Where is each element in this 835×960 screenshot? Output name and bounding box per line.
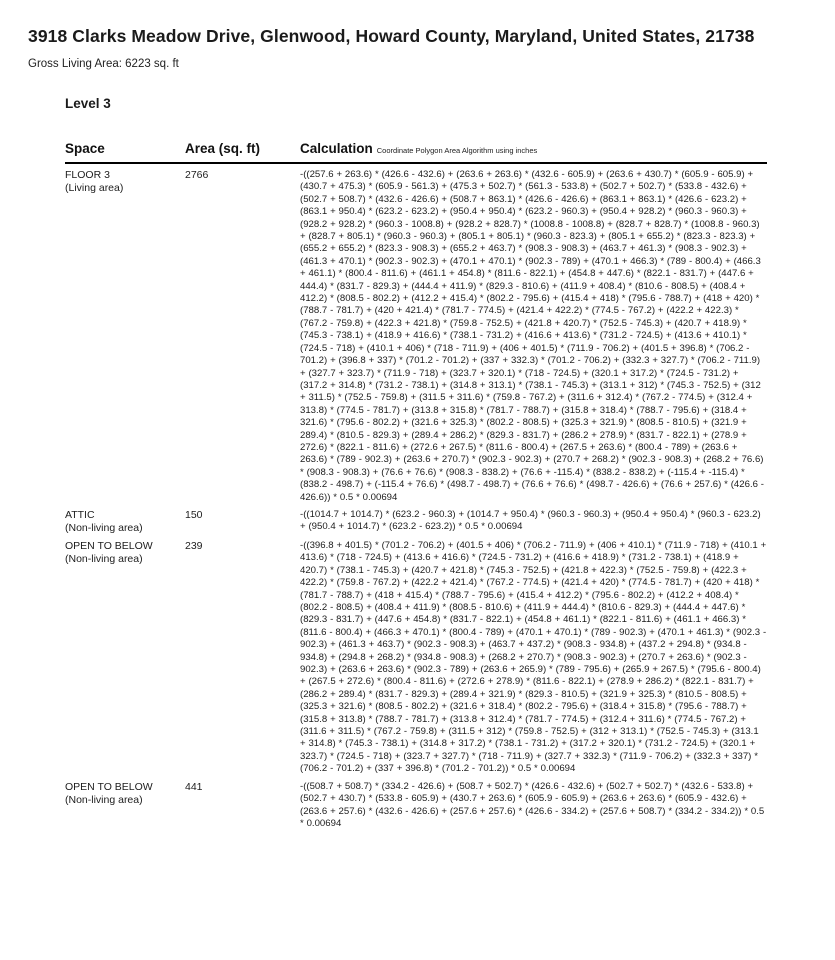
space-name: ATTIC	[65, 508, 95, 521]
page-title: 3918 Clarks Meadow Drive, Glenwood, Howard County, Maryland, United States, 21738	[28, 26, 755, 46]
table-row	[65, 776, 767, 831]
table-header	[65, 141, 767, 164]
area-value: 150	[185, 508, 203, 521]
column-header-calculation	[300, 141, 767, 156]
calculation-header-label: Calculation	[300, 141, 373, 156]
area-value: 239	[185, 539, 203, 552]
space-type: (Non-living area)	[65, 793, 143, 806]
area-value: 2766	[185, 169, 209, 181]
calculation-algorithm-note: Coordinate Polygon Area Algorithm using inches	[376, 146, 538, 155]
space-cell	[65, 509, 185, 535]
level-section	[65, 96, 767, 830]
space-cell	[65, 781, 185, 807]
column-header-space: Space	[65, 141, 105, 156]
calculation-text: -((396.8 + 401.5) * (701.2 - 706.2) + (401.5 + 406) * (706.2 - 711.9) + (406 + 410.1) * (711.9 - 718) + (410.1 + 413.6) * (718 - 724.5) + (413.6 + 416.6) * (724.5 - 731.2) + (416.6 + 418.9) * (731.2 - 738.1) + (418.9 + 420.7) * (738.1 - 745.3) + (420.7 + 421.8) * (745.3 - 752.5) + (421.8 + 422.3) * (752.5 - 759.8) + (422.3 + 422.2) * (759.8 - 767.2) + (422.2 + 421.4) * (767.2 - 774.5) + (421.4 + 420) * (774.5 - 781.7) + (420 + 418) * (781.7 - 788.7) + (418 + 415.4) * (788.7 - 795.6) + (415.4 + 412.2) * (795.6 - 802.2) + (412.2 + 408.4) * (802.2 - 808.5) + (408.4 + 411.9) * (808.5 - 810.6) + (411.9 + 444.4) * (810.6 - 829.3) + (444.4 + 447.6) * (829.3 - 831.7) + (447.6 + 454.8) * (831.7 - 822.1) + (454.8 + 461.1) * (822.1 - 811.6) + (461.1 + 466.3) * (811.6 - 800.4) + (466.3 + 470.1) * (800.4 - 789) + (470.1 + 470.1) * (789 - 902.3) + (470.1 + 461.3) * (902.3 - 902.3) + (461.3 + 463.7) * (902.3 - 908.3) + (463.7 + 437.2) * (908.3 - 934.8) + (437.2 + 294.8) * (934.8 - 934.8) + (294.8 + 268.2) * (934.8 - 908.3) + (268.2 + 270.7) * (908.3 - 902.3) + (270.7 + 263.6) * (902.3 - 902.3) + (263.6 + 263.6) * (902.3 - 789) + (263.6 + 265.9) * (789 - 795.6) + (265.9 + 267.5) * (795.6 - 800.4) + (267.5 + 272.6) * (800.4 - 811.6) + (272.6 + 278.9) * (811.6 - 822.1) + (278.9 + 286.2) * (822.1 - 831.7) + (286.2 + 289.4) * (831.7 - 829.3) + (289.4 + 321.9) * (829.3 - 810.5) + (321.9 + 325.3) * (810.5 - 808.5) + (325.3 + 321.6) * (808.5 - 802.2) + (321.6 + 318.4) * (802.2 - 795.6) + (318.4 + 315.8) * (795.6 - 788.7) + (315.8 + 313.8) * (788.7 - 781.7) + (313.8 + 312.4) * (781.7 - 774.5) + (312.4 + 311.6) * (774.5 - 767.2) + (311.6 + 311.5) * (767.2 - 759.8) + (311.5 + 312) * (759.8 - 752.5) + (312 + 313.1) * (752.5 - 745.3) + (313.1 + 314.8) * (745.3 - 738.1) + (314.8 + 317.2) * (738.1 - 731.2) + (317.2 + 320.1) * (731.2 - 724.5) + (320.1 + 323.7) * (724.5 - 718) + (323.7 + 327.7) * (718 - 711.9) + (327.7 + 332.3) * (711.9 - 706.2) + (332.3 + 337) * (706.2 - 701.2) + (337 + 396.8) * (701.2 - 701.2)) * 0.5 * 0.00694	[300, 539, 767, 775]
area-value: 441	[185, 780, 203, 793]
space-name: OPEN TO BELOW	[65, 539, 153, 552]
calculation-text: -((1014.7 + 1014.7) * (623.2 - 960.3) + (1014.7 + 950.4) * (960.3 - 960.3) + (950.4 + 950.4) * (960.3 - 623.2) + (950.4 + 1014.7) * (623.2 - 623.2)) * 0.5 * 0.00694	[300, 508, 761, 533]
space-type: (Non-living area)	[65, 552, 143, 565]
space-cell	[65, 169, 185, 195]
table-row	[65, 535, 767, 776]
table-row	[65, 504, 767, 535]
space-type: (Living area)	[65, 182, 124, 194]
space-name: OPEN TO BELOW	[65, 780, 153, 793]
calculation-text: -((257.6 + 263.6) * (426.6 - 432.6) + (263.6 + 263.6) * (432.6 - 605.9) + (263.6 + 430.7) * (605.9 - 605.9) + (430.7 + 475.3) * (605.9 - 561.3) + (475.3 + 502.7) * (561.3 - 533.8) + (502.7 + 502.7) * (533.8 - 432.6) + (502.7 + 508.7) * (432.6 - 426.6) + (508.7 + 863.1) * (426.6 - 426.6) + (863.1 + 863.1) * (426.6 - 623.2) + (863.1 + 950.4) * (623.2 - 623.2) + (950.4 + 950.4) * (623.2 - 960.3) + (950.4 + 928.2) * (960.3 - 960.3) + (928.2 + 928.2) * (960.3 - 1008.8) + (928.2 + 828.7) * (1008.8 - 1008.8) + (828.7 + 828.7) * (1008.8 - 960.3) + (828.7 + 805.1) * (960.3 - 960.3) + (805.1 + 805.1) * (960.3 - 823.3) + (805.1 + 655.2) * (823.3 - 823.3) + (655.2 + 655.2) * (823.3 - 908.3) + (655.2 + 463.7) * (908.3 - 908.3) + (463.7 + 461.3) * (908.3 - 902.3) + (461.3 + 470.1) * (902.3 - 902.3) + (470.1 + 470.1) * (902.3 - 789) + (470.1 + 466.3) * (789 - 800.4) + (466.3 + 461.1) * (800.4 - 811.6) + (461.1 + 454.8) * (811.6 - 822.1) + (454.8 + 447.6) * (822.1 - 831.7) + (447.6 + 444.4) * (831.7 - 829.3) + (444.4 + 411.9) * (829.3 - 810.6) + (411.9 + 408.4) * (810.6 - 808.5) + (408.4 + 412.2) * (808.5 - 802.2) + (412.2 + 415.4) * (802.2 - 795.6) + (415.4 + 418) * (795.6 - 788.7) + (418 + 420) * (788.7 - 781.7) + (420 + 421.4) * (781.7 - 774.5) + (421.4 + 422.2) * (774.5 - 767.2) + (422.2 + 422.3) * (767.2 - 759.8) + (422.3 + 421.8) * (759.8 - 752.5) + (421.8 + 420.7) * (752.5 - 745.3) + (420.7 + 418.9) * (745.3 - 738.1) + (418.9 + 416.6) * (738.1 - 731.2) + (416.6 + 413.6) * (731.2 - 724.5) + (413.6 + 410.1) * (724.5 - 718) + (410.1 + 406) * (718 - 711.9) + (406 + 401.5) * (711.9 - 706.2) + (401.5 + 396.8) * (706.2 - 701.2) + (396.8 + 337) * (701.2 - 701.2) + (337 + 332.3) * (701.2 - 706.2) + (332.3 + 327.7) * (706.2 - 711.9) + (327.7 + 323.7) * (711.9 - 718) + (323.7 + 320.1) * (718 - 724.5) + (320.1 + 317.2) * (724.5 - 731.2) + (317.2 + 314.8) * (731.2 - 738.1) + (314.8 + 313.1) * (738.1 - 745.3) + (313.1 + 312) * (745.3 - 752.5) + (312 + 311.5) * (752.5 - 759.8) + (311.5 + 311.6) * (759.8 - 767.2) + (311.6 + 312.4) * (767.2 - 774.5) + (312.4 + 313.8) * (774.5 - 781.7) + (313.8 + 315.8) * (781.7 - 788.7) + (315.8 + 318.4) * (788.7 - 795.6) + (318.4 + 321.6) * (795.6 - 802.2) + (321.6 + 325.3) * (802.2 - 808.5) + (325.3 + 321.9) * (808.5 - 810.5) + (321.9 + 289.4) * (810.5 - 829.3) + (289.4 + 286.2) * (829.3 - 831.7) + (286.2 + 278.9) * (831.7 - 822.1) + (278.9 + 272.6) * (822.1 - 811.6) + (272.6 + 267.5) * (811.6 - 800.4) + (267.5 + 263.6) * (800.4 - 789) + (263.6 + 263.6) * (789 - 902.3) + (263.6 + 270.7) * (902.3 - 902.3) + (270.7 + 268.2) * (902.3 - 908.3) + (268.2 + 76.6) * (908.3 - 908.3) + (76.6 + 76.6) * (908.3 - 838.2) + (76.6 + -115.4) * (838.2 - 838.2) + (-115.4 + -115.4) * (838.2 - 498.7) + (-115.4 + 76.6) * (498.7 - 498.7) + (76.6 + 76.6) * (498.7 - 426.6) + (76.6 + 257.6) * (426.6 - 426.6)) * 0.5 * 0.00694	[300, 169, 765, 503]
column-header-area: Area (sq. ft)	[185, 141, 261, 156]
space-cell	[65, 540, 185, 566]
gross-living-area: Gross Living Area: 6223 sq. ft	[28, 58, 179, 70]
table-row	[65, 164, 767, 504]
calculation-text: -((508.7 + 508.7) * (334.2 - 426.6) + (508.7 + 502.7) * (426.6 - 432.6) + (502.7 + 502.7) * (432.6 - 533.8) + (502.7 + 430.7) * (533.8 - 605.9) + (430.7 + 263.6) * (605.9 - 605.9) + (263.6 + 263.6) * (605.9 - 432.6) + (263.6 + 257.6) * (432.6 - 426.6) + (257.6 + 257.6) * (426.6 - 334.2) + (257.6 + 508.7) * (334.2 - 334.2)) * 0.5 * 0.00694	[300, 780, 765, 829]
space-name: FLOOR 3	[65, 169, 110, 181]
space-type: (Non-living area)	[65, 521, 143, 534]
level-label: Level 3	[65, 96, 111, 111]
